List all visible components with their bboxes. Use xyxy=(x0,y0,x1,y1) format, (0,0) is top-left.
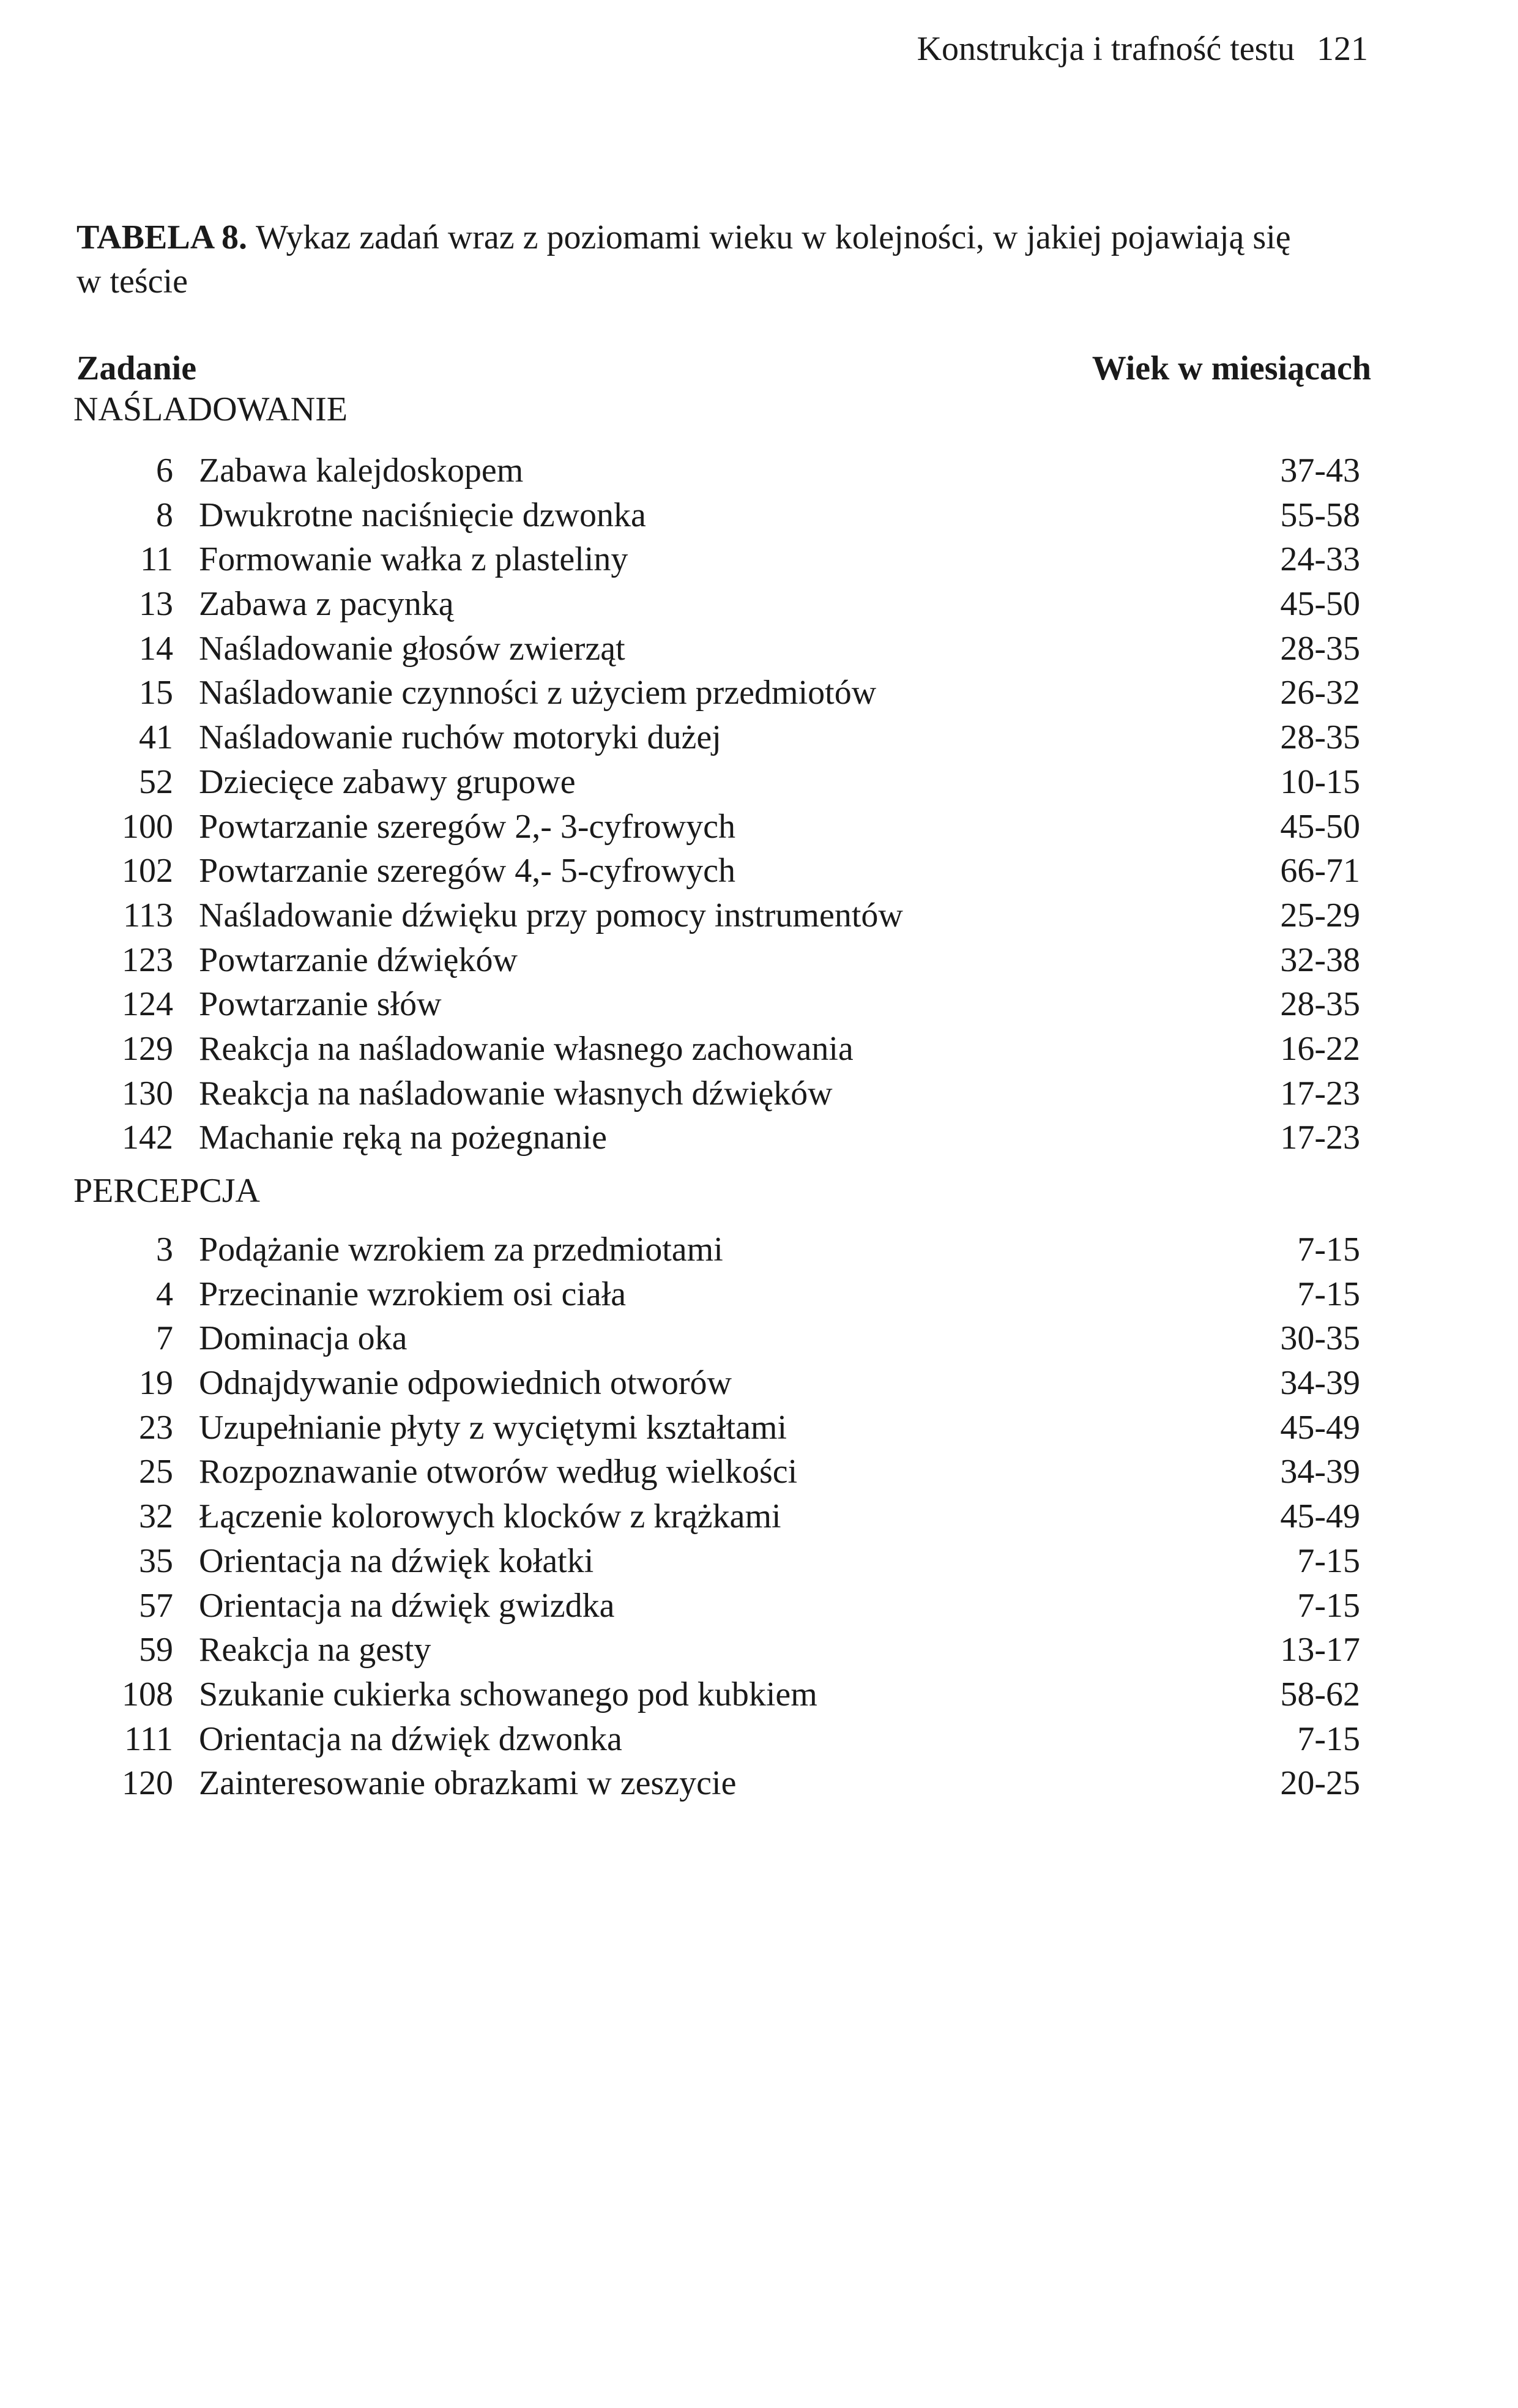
task-number: 129 xyxy=(122,1029,173,1068)
task-name: Zabawa z pacynką xyxy=(199,585,454,624)
age-range: 58-62 xyxy=(1280,1675,1360,1713)
age-range: 26-32 xyxy=(1280,674,1360,712)
task-name: Reakcja na gesty xyxy=(199,1631,431,1669)
task-name: Szukanie cukierka schowanego pod kubkiem xyxy=(199,1675,817,1713)
table-row xyxy=(0,1584,1518,1628)
task-number: 108 xyxy=(122,1675,173,1713)
table-row xyxy=(0,893,1518,938)
task-number: 13 xyxy=(139,585,173,624)
age-range: 66-71 xyxy=(1280,852,1360,890)
task-number: 100 xyxy=(122,807,173,846)
age-range: 10-15 xyxy=(1280,762,1360,801)
table-row xyxy=(0,1450,1518,1494)
table-row xyxy=(0,1272,1518,1317)
task-name: Powtarzanie słów xyxy=(199,985,442,1024)
task-number: 3 xyxy=(156,1231,173,1269)
task-name: Machanie ręką na pożegnanie xyxy=(199,1119,607,1157)
task-number: 52 xyxy=(139,762,173,801)
task-name: Orientacja na dźwięk kołatki xyxy=(199,1541,594,1580)
task-number: 102 xyxy=(122,852,173,890)
age-range: 55-58 xyxy=(1280,496,1360,534)
table-row xyxy=(0,582,1518,627)
table-row xyxy=(0,1116,1518,1160)
group-rows-nasladowanie xyxy=(0,449,1518,1160)
table-row xyxy=(0,671,1518,715)
task-name: Naśladowanie czynności z użyciem przedmiotów xyxy=(199,674,877,712)
group-heading-nasladowanie: NAŚLADOWANIE xyxy=(73,390,348,428)
age-range: 7-15 xyxy=(1297,1720,1360,1758)
task-name: Przecinanie wzrokiem osi ciała xyxy=(199,1275,627,1313)
age-range: 30-35 xyxy=(1280,1319,1360,1358)
table-row xyxy=(0,493,1518,538)
table-row xyxy=(0,760,1518,805)
page-number: 121 xyxy=(1317,30,1368,68)
table-row xyxy=(0,449,1518,493)
table-row xyxy=(0,1761,1518,1806)
task-name: Zainteresowanie obrazkami w zeszycie xyxy=(199,1764,737,1803)
age-range: 45-50 xyxy=(1280,807,1360,846)
age-range: 34-39 xyxy=(1280,1453,1360,1491)
task-number: 23 xyxy=(139,1408,173,1447)
task-name: Reakcja na naśladowanie własnego zachowania xyxy=(199,1029,854,1068)
task-name: Uzupełnianie płyty z wyciętymi kształtami xyxy=(199,1408,787,1447)
table-row xyxy=(0,1316,1518,1361)
table-row xyxy=(0,1539,1518,1584)
task-number: 25 xyxy=(139,1453,173,1491)
table-caption-label: TABELA 8. xyxy=(76,218,248,256)
table-row xyxy=(0,1494,1518,1539)
age-range: 28-35 xyxy=(1280,629,1360,668)
age-range: 7-15 xyxy=(1297,1541,1360,1580)
task-number: 124 xyxy=(122,985,173,1024)
task-number: 8 xyxy=(156,496,173,534)
task-name: Dziecięce zabawy grupowe xyxy=(199,762,576,801)
task-name: Łączenie kolorowych klocków z krążkami xyxy=(199,1497,781,1536)
task-number: 59 xyxy=(139,1631,173,1669)
age-range: 28-35 xyxy=(1280,718,1360,757)
task-name: Formowanie wałka z plasteliny xyxy=(199,540,628,579)
age-range: 16-22 xyxy=(1280,1029,1360,1068)
table-caption-text: Wykaz zadań wraz z poziomami wieku w kolejności, w jakiej pojawiają się w teście xyxy=(76,218,1291,300)
age-range: 7-15 xyxy=(1297,1275,1360,1313)
task-name: Naśladowanie głosów zwierząt xyxy=(199,629,625,668)
age-range: 7-15 xyxy=(1297,1231,1360,1269)
running-head xyxy=(917,29,1368,69)
task-name: Dominacja oka xyxy=(199,1319,407,1358)
task-name: Orientacja na dźwięk gwizdka xyxy=(199,1586,615,1625)
table-row xyxy=(0,1072,1518,1116)
task-number: 113 xyxy=(123,896,173,934)
table-row xyxy=(0,1228,1518,1272)
age-range: 28-35 xyxy=(1280,985,1360,1024)
table-row xyxy=(0,938,1518,983)
task-number: 142 xyxy=(122,1119,173,1157)
table-caption xyxy=(76,215,1300,304)
table-row xyxy=(0,1361,1518,1406)
table-row xyxy=(0,1406,1518,1450)
task-number: 11 xyxy=(140,540,173,579)
age-range: 45-49 xyxy=(1280,1408,1360,1447)
task-number: 130 xyxy=(122,1074,173,1113)
table-row xyxy=(0,537,1518,582)
age-range: 32-38 xyxy=(1280,941,1360,979)
task-name: Naśladowanie dźwięku przy pomocy instrumentów xyxy=(199,896,903,934)
age-range: 17-23 xyxy=(1280,1074,1360,1113)
task-name: Rozpoznawanie otworów według wielkości xyxy=(199,1453,798,1491)
age-range: 34-39 xyxy=(1280,1364,1360,1403)
age-range: 13-17 xyxy=(1280,1631,1360,1669)
running-head-title: Konstrukcja i trafność testu xyxy=(917,30,1295,68)
age-range: 45-49 xyxy=(1280,1497,1360,1536)
task-name: Reakcja na naśladowanie własnych dźwięków xyxy=(199,1074,833,1113)
age-range: 24-33 xyxy=(1280,540,1360,579)
table-row xyxy=(0,982,1518,1027)
task-number: 123 xyxy=(122,941,173,979)
age-range: 17-23 xyxy=(1280,1119,1360,1157)
task-number: 4 xyxy=(156,1275,173,1313)
table-row xyxy=(0,1672,1518,1717)
task-name: Odnajdywanie odpowiednich otworów xyxy=(199,1364,732,1403)
age-range: 20-25 xyxy=(1280,1764,1360,1803)
column-header-task: Zadanie xyxy=(76,349,197,387)
table-row xyxy=(0,715,1518,760)
group-heading-percepcja: PERCEPCJA xyxy=(73,1172,260,1210)
column-header-age: Wiek w miesiącach xyxy=(1092,349,1371,387)
table-row xyxy=(0,627,1518,671)
task-number: 41 xyxy=(139,718,173,757)
age-range: 37-43 xyxy=(1280,452,1360,490)
task-name: Zabawa kalejdoskopem xyxy=(199,452,524,490)
task-name: Dwukrotne naciśnięcie dzwonka xyxy=(199,496,646,534)
task-name: Naśladowanie ruchów motoryki dużej xyxy=(199,718,721,757)
task-name: Powtarzanie dźwięków xyxy=(199,941,518,979)
task-number: 111 xyxy=(124,1720,173,1758)
task-name: Podążanie wzrokiem za przedmiotami xyxy=(199,1231,723,1269)
table-row xyxy=(0,805,1518,849)
task-name: Powtarzanie szeregów 4,- 5-cyfrowych xyxy=(199,852,735,890)
task-number: 19 xyxy=(139,1364,173,1403)
task-number: 120 xyxy=(122,1764,173,1803)
group-rows-percepcja xyxy=(0,1228,1518,1806)
task-number: 32 xyxy=(139,1497,173,1536)
task-name: Powtarzanie szeregów 2,- 3-cyfrowych xyxy=(199,807,735,846)
task-number: 15 xyxy=(139,674,173,712)
table-row xyxy=(0,1027,1518,1072)
task-number: 35 xyxy=(139,1541,173,1580)
table-row xyxy=(0,1717,1518,1762)
age-range: 45-50 xyxy=(1280,585,1360,624)
table-row xyxy=(0,1628,1518,1672)
task-number: 14 xyxy=(139,629,173,668)
task-number: 6 xyxy=(156,452,173,490)
task-number: 57 xyxy=(139,1586,173,1625)
age-range: 7-15 xyxy=(1297,1586,1360,1625)
task-name: Orientacja na dźwięk dzwonka xyxy=(199,1720,622,1758)
table-row xyxy=(0,849,1518,893)
task-number: 7 xyxy=(156,1319,173,1358)
age-range: 25-29 xyxy=(1280,896,1360,934)
